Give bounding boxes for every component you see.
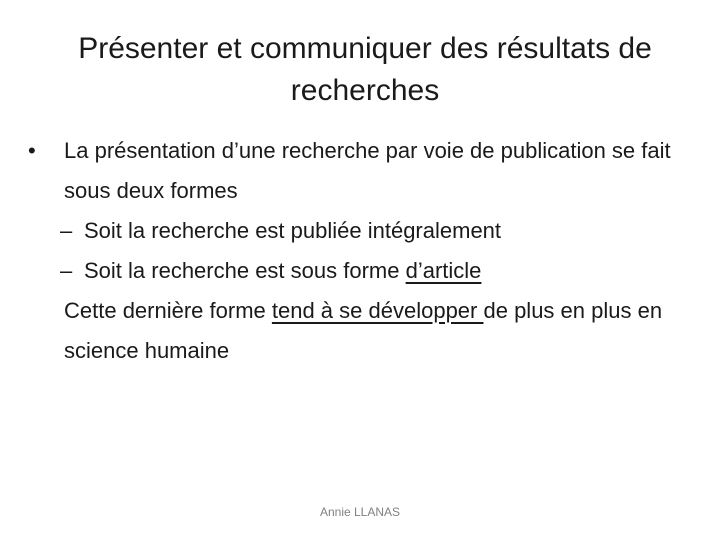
note-text-start: Cette dernière forme	[64, 298, 272, 323]
note-text-end: de plus en plus en science humaine	[64, 298, 663, 363]
bullet-text: La présentation d’une recherche par voie de publication se fait sous deux formes	[64, 138, 671, 203]
underlined-article: d’article	[405, 258, 482, 283]
sub-item-text: Soit la recherche est sous forme	[84, 258, 406, 283]
slide-title: Présenter et communiquer des résultats de recherches	[78, 32, 652, 107]
dash-marker: –	[60, 258, 73, 283]
sub-item-published-fully	[22, 211, 712, 251]
note-paragraph	[22, 291, 712, 371]
underlined-phrase: tend à se développer	[271, 298, 484, 323]
sub-item-text: Soit la recherche est publiée intégralement	[84, 218, 502, 243]
bullet-marker: •	[28, 138, 36, 163]
sub-item-article-form	[22, 251, 712, 291]
slide-body	[22, 131, 712, 371]
dash-marker: –	[60, 218, 73, 243]
bullet-item	[22, 131, 712, 211]
footer-author: Annie LLANAS	[319, 505, 401, 519]
